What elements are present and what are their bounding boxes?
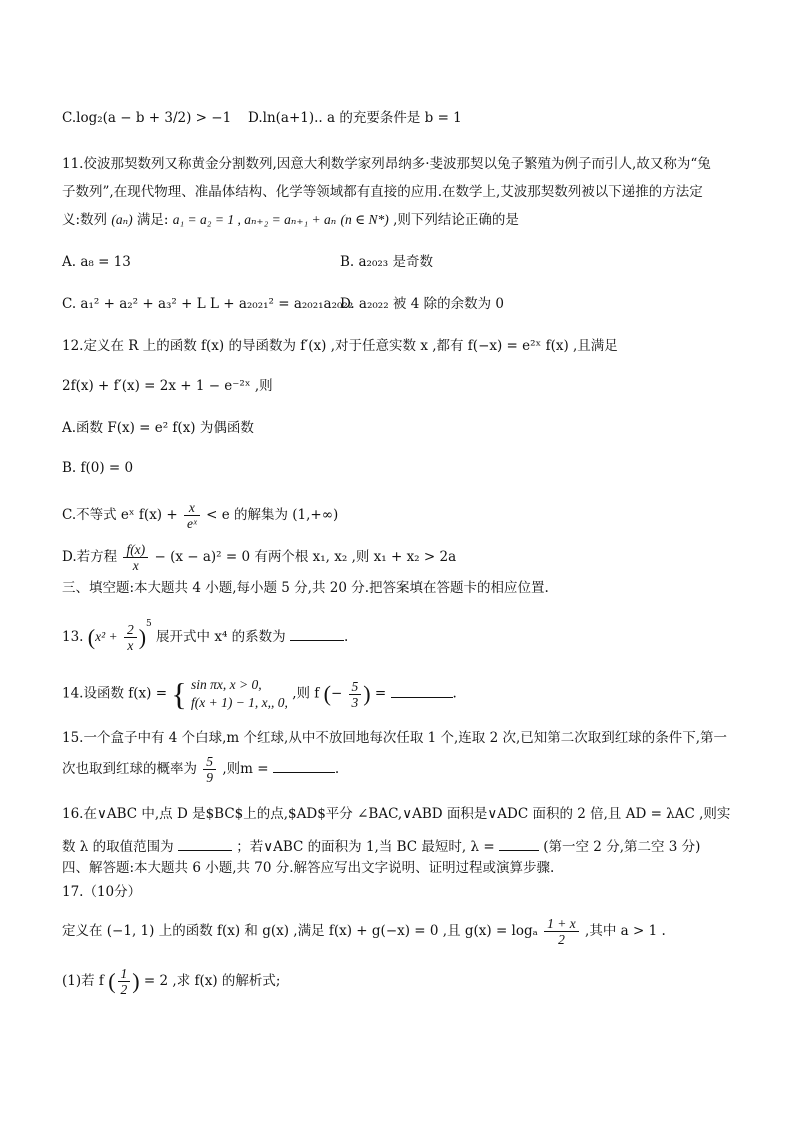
q17-subquestion-1 [62,966,280,997]
q11-stem-line1: 11.佼波那契数列又称黄金分割数列,因意大利数学家列昂纳多·斐波那契以兔子繁殖为例子而引人,故又称为“兔 [62,156,711,172]
q12-option-d [62,542,456,573]
q11-stem3-suffix: ,则下列结论正确的是 [393,212,519,228]
q16-line2-pre: 数 λ 的取值范围为 [62,839,174,855]
q12-optc-fraction [184,500,200,531]
q11-stem-line3 [62,210,519,230]
q15-line2 [62,754,339,785]
q11-option-a: A. a₈ = 13 [62,254,131,270]
q13-end: . [343,629,349,645]
q12-optc-den: eˣ [186,516,197,531]
q14-brace: { [171,676,187,712]
q17-stem-pre: 定义在 (−1, 1) 上的函数 f(x) 和 g(x) ,满足 f(x) + g(−x) = 0 ,且 g(x) = logₐ [62,923,538,939]
q17-sub1-pre: (1)若 f [62,973,104,989]
q12-stem-line2: 2f(x) + f′(x) = 2x + 1 − e⁻²ˣ ,则 [62,378,273,394]
q13-left-paren: ( [87,624,96,650]
q13-line [62,618,349,653]
q12-optc-num: x [184,500,200,516]
q14-answer-blank[interactable] [391,683,453,698]
q15-fraction [203,754,216,785]
q16-answer-blank-1[interactable] [178,836,232,851]
q17-sub1-right-paren: ) [132,968,140,994]
q13-right-paren: ) [138,624,147,650]
q11-condition: (n ∈ N*) [340,212,389,227]
q12-optc-pre: C.不等式 eˣ f(x) + [62,507,178,523]
q17-sub1-num: 1 [118,966,131,982]
q12-optd-pre: D.若方程 [62,549,118,565]
q13-post: 展开式中 x⁴ 的系数为 [156,629,286,645]
section-4-heading: 四、解答题:本大题共 6 小题,共 70 分.解答应写出文字说明、证明过程或演算步骤. [62,860,555,876]
q14-cases [191,676,288,712]
q17-stem-fraction [544,916,579,947]
q10-option-d: D.ln(a+1).. a 的充要条件是 b = 1 [248,110,462,126]
q14-den: 3 [351,694,359,710]
q12-optd-den: x [132,558,139,573]
q17-heading: 17.（10分） [62,884,142,900]
q14-fraction [349,679,362,710]
q12-option-b: B. f(0) = 0 [62,460,134,476]
q11-option-c: C. a₁² + a₂² + a₃² + L L + a₂₀₂₁² = a₂₀₂₁a₂₀₂₂ [62,296,354,312]
q17-stem-num: 1 + x [544,916,579,932]
q14-neg: − [330,685,343,702]
q11-sequence-symbol: (aₙ) [111,212,133,227]
q17-stem-post: ,其中 a > 1 . [585,923,666,939]
q13-exponent: 5 [146,618,152,629]
q12-option-c [62,500,338,531]
q14-left-paren: ( [323,681,331,706]
q17-stem-den: 2 [558,932,565,947]
q11-stem3-prefix: 义:数列 [62,212,108,228]
q14-end: . [452,685,457,702]
q12-optd-post: − (x − a)² = 0 有两个根 x₁, x₂ ,则 x₁ + x₂ > 2a [154,549,457,565]
q15-den: 9 [206,770,214,785]
q11-recurrence: a₁ = a₂ = 1 , aₙ₊₂ = aₙ₊₁ + aₙ [172,212,337,227]
q15-num: 5 [203,754,216,770]
q14-num: 5 [349,679,362,695]
q11-option-d: D. a₂₀₂₂ 被 4 除的余数为 0 [340,296,504,312]
section-3-heading: 三、填空题:本大题共 4 小题,每小题 5 分,共 20 分.把答案填在答题卡的相应位置. [62,580,549,596]
q16-line2-post: (第一空 2 分,第二空 3 分) [543,839,701,855]
q14-case1: sin πx, x > 0, [190,677,262,692]
q11-stem-line2: 子数列”,在现代物理、准晶体结构、化学等领域都有直接的应用.在数学上,艾波那契数列被以下递推的方法定 [62,184,703,200]
q12-optd-fraction [123,542,148,573]
q14-right-paren: ) [363,681,371,706]
q12-option-a: A.函数 F(x) = e² f(x) 为偶函数 [62,420,254,436]
q17-sub1-fraction [118,966,131,997]
q11-stem3-mid: 满足: [136,212,169,228]
q16-line1: 16.在∨ABC 中,点 D 是$BC$上的点,$AD$平分 ∠BAC,∨ABD 面积是∨ADC 面积的 2 倍,且 AD = λAC ,则实 [62,806,731,822]
q16-line2-mid: ；若∨ABC 的面积为 1,当 BC 最短时, λ = [236,839,495,855]
q16-answer-blank-2[interactable] [499,836,539,851]
q14-post: = [374,685,387,702]
q15-pre: 次也取到红球的概率为 [62,761,197,777]
q17-sub1-left-paren: ( [108,968,116,994]
q13-num: 2 [124,622,137,638]
q11-option-b: B. a₂₀₂₃ 是奇数 [340,254,433,270]
q14-case2: f(x + 1) − 1, x,, 0, [190,695,288,710]
q13-fraction [124,622,137,653]
q12-stem-line1: 12.定义在 R 上的函数 f(x) 的导函数为 f′(x) ,对于任意实数 x ,都有 f(−x) = e²ˣ f(x) ,且满足 [62,338,618,354]
q15-answer-blank[interactable] [273,758,335,773]
q17-sub1-den: 2 [120,982,128,997]
q13-term1: x² + [95,629,118,644]
q14-mid: ,则 f [292,685,320,702]
q12-optd-num: f(x) [123,542,148,558]
q14-prefix: 14.设函数 f(x) = [62,685,168,702]
q13-answer-blank[interactable] [290,626,344,641]
q13-den: x [127,638,134,653]
q15-end: . [334,761,340,777]
q15-post: ,则m = [222,761,269,777]
q17-sub1-post: = 2 ,求 f(x) 的解析式; [143,973,281,989]
q13-prefix: 13. [62,629,84,645]
q17-stem [62,916,666,947]
q15-line1: 15.一个盒子中有 4 个白球,m 个红球,从中不放回地每次任取 1 个,连取 2 次,已知第二次取到红球的条件下,第一 [62,730,728,746]
q14-line [62,676,457,712]
q10-option-c: C.log₂(a − b + 3/2) > −1 [62,110,232,126]
q12-optc-post: < e 的解集为 (1,+∞) [206,507,339,523]
q16-line2 [62,836,700,857]
